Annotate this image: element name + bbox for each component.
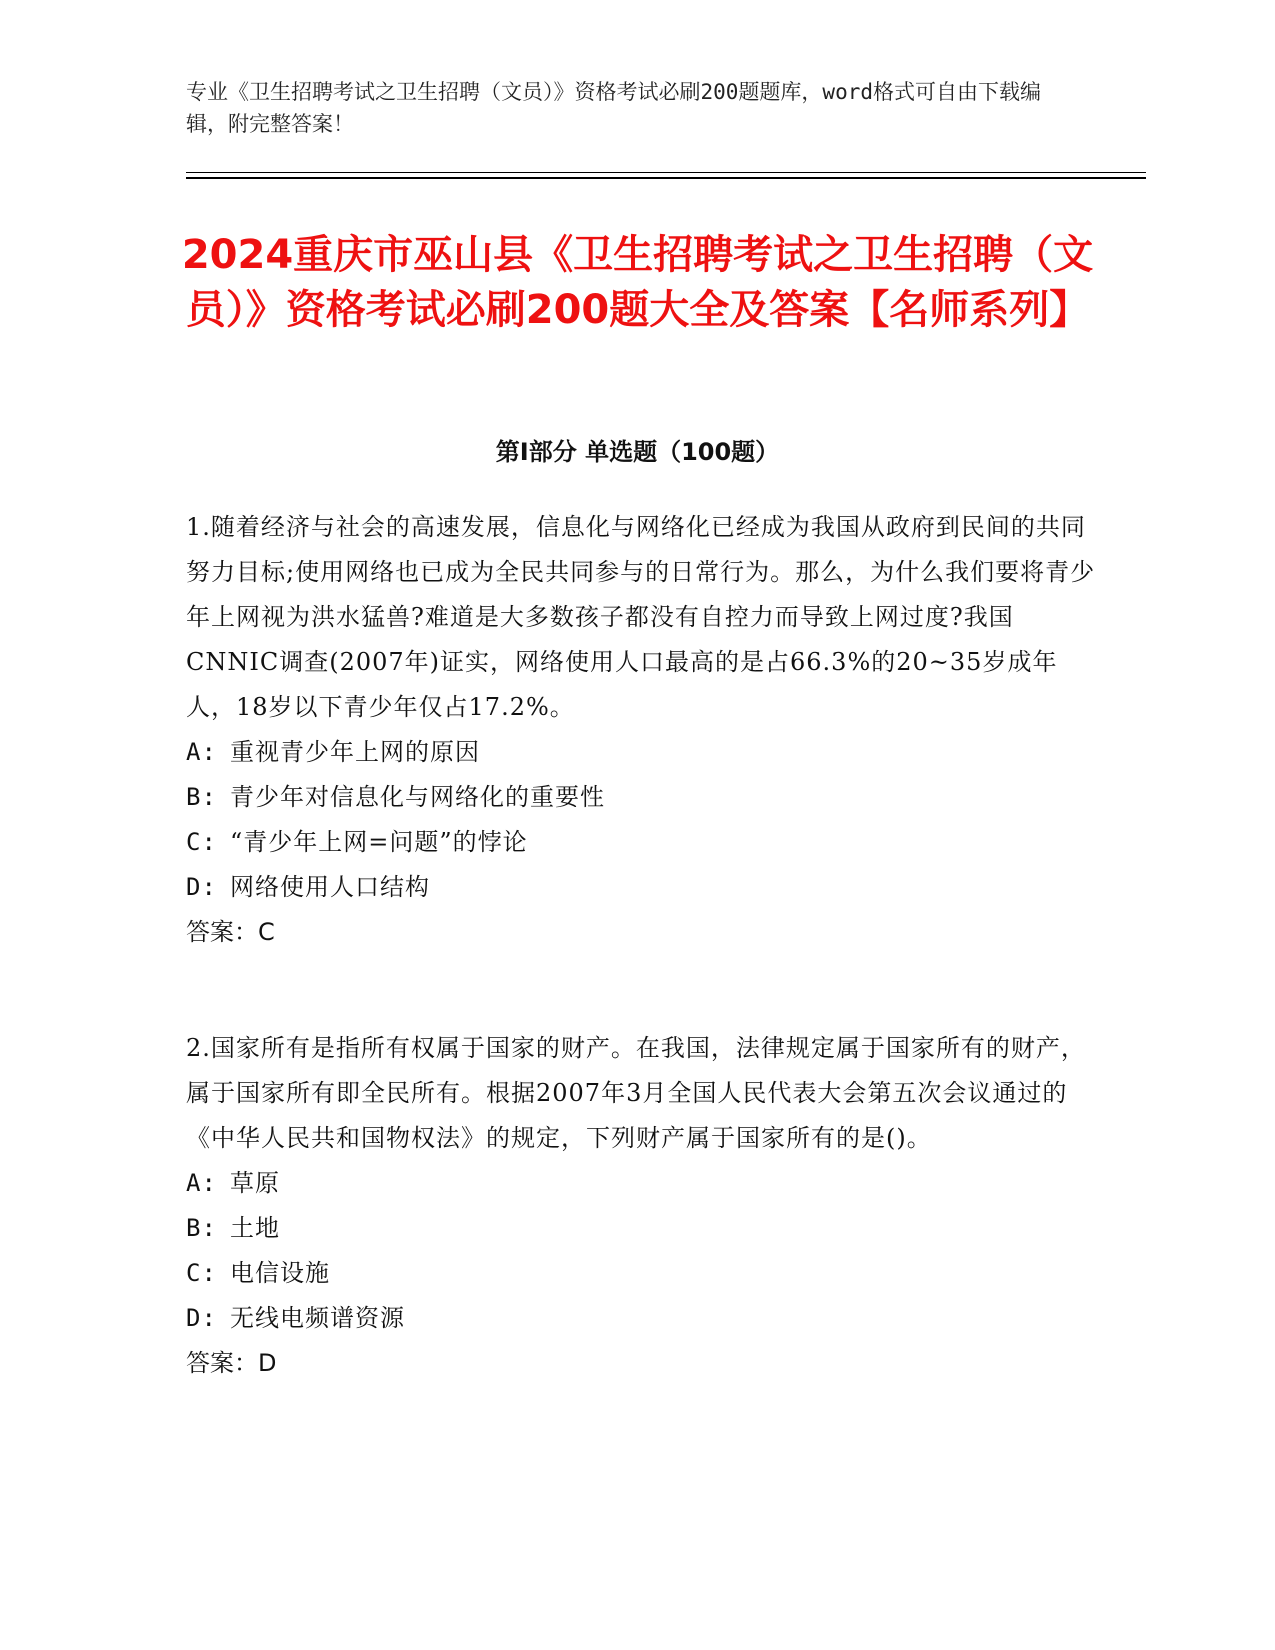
- option-key: A:: [186, 1169, 217, 1197]
- option-text: “青少年上网=问题”的悖论: [230, 828, 528, 856]
- option-key: C:: [186, 828, 217, 856]
- section-title: 第I部分 单选题（100题）: [495, 438, 780, 466]
- option-key: B:: [186, 1214, 217, 1242]
- option-key: D:: [186, 1304, 217, 1332]
- option-text: 无线电频谱资源: [230, 1304, 405, 1332]
- option-text: 重视青少年上网的原因: [230, 738, 480, 766]
- question-stem: 2.国家所有是指所有权属于国家的财产。在我国，法律规定属于国家所有的财产，属于国家所有即全民所有。根据2007年3月全国人民代表大会第五次会议通过的《中华人民共和国物权法》的规定，下列财产属于国家所有的是()。: [186, 1034, 1086, 1152]
- question-1: [186, 505, 1096, 955]
- option-a: [186, 1161, 1096, 1206]
- answer-line: 答案：D: [186, 1349, 277, 1377]
- header-note: 专业《卫生招聘考试之卫生招聘（文员）》资格考试必刷200题题库，word格式可自由下载编辑，附完整答案！: [186, 80, 1041, 136]
- option-key: A:: [186, 738, 217, 766]
- option-key: D:: [186, 873, 217, 901]
- option-c: [186, 820, 1096, 865]
- option-key: C:: [186, 1259, 217, 1287]
- option-text: 青少年对信息化与网络化的重要性: [230, 783, 605, 811]
- option-text: 土地: [230, 1214, 280, 1242]
- answer-line: 答案：C: [186, 918, 275, 946]
- option-d: [186, 1296, 1096, 1341]
- option-a: [186, 730, 1096, 775]
- header-divider-thick: [186, 177, 1146, 179]
- option-b: [186, 1206, 1096, 1251]
- option-text: 网络使用人口结构: [230, 873, 430, 901]
- option-text: 草原: [230, 1169, 280, 1197]
- option-c: [186, 1251, 1096, 1296]
- option-d: [186, 865, 1096, 910]
- question-stem: 1.随着经济与社会的高速发展，信息化与网络化已经成为我国从政府到民间的共同努力目标;使用网络也已成为全民共同参与的日常行为。那么，为什么我们要将青少年上网视为洪水猛兽?难道是大多数孩子都没有自控力而导致上网过度?我国CNNIC调查(2007年)证实，网络使用人口最高的是占66.3%的20~35岁成年人，18岁以下青少年仅占17.2%。: [186, 513, 1096, 721]
- question-2: [186, 1026, 1096, 1386]
- option-key: B:: [186, 783, 217, 811]
- option-b: [186, 775, 1096, 820]
- document-title: 2024重庆市巫山县《卫生招聘考试之卫生招聘（文员）》资格考试必刷200题大全及答案【名师系列】: [181, 232, 1094, 333]
- option-text: 电信设施: [230, 1259, 330, 1287]
- header-divider-thin: [186, 172, 1146, 173]
